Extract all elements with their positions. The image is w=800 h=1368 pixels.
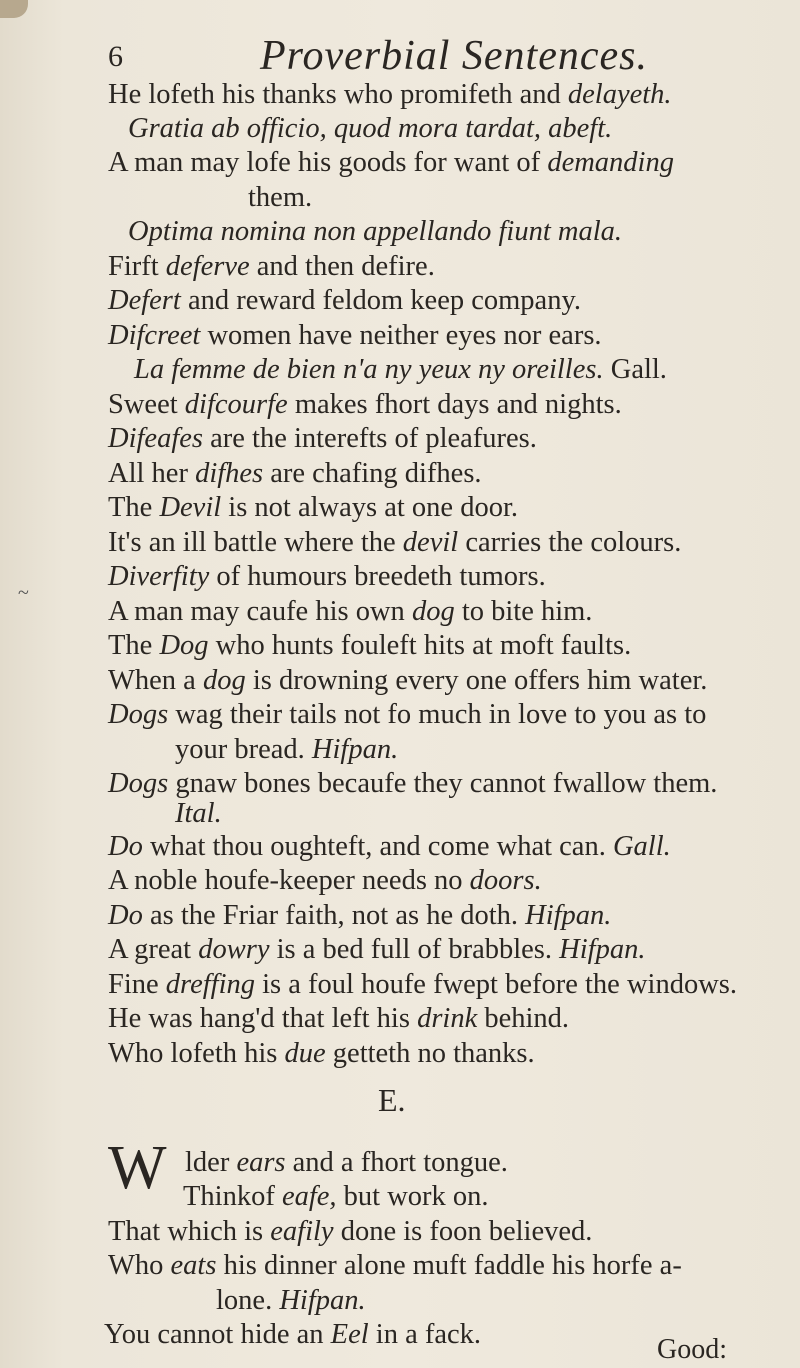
text-line xyxy=(134,353,667,387)
roman-text: is a bed full of brabbles. xyxy=(269,934,560,965)
roman-text: That which is xyxy=(108,1216,271,1247)
text-line xyxy=(108,146,674,180)
italic-text: difcourfe xyxy=(184,389,288,420)
text-line xyxy=(108,388,622,422)
italic-text: drink xyxy=(417,1003,478,1034)
text-line xyxy=(108,664,707,698)
text-line xyxy=(108,933,645,967)
italic-text: delayeth. xyxy=(567,79,672,110)
italic-text: Defert xyxy=(108,285,181,316)
roman-text: them. xyxy=(248,182,313,213)
italic-text: dog xyxy=(202,665,246,696)
roman-text: Fine xyxy=(108,969,166,1000)
roman-text: women have neither eyes nor ears. xyxy=(200,320,602,351)
italic-text: Ital. xyxy=(175,798,222,829)
italic-text: La femme de bien n'a ny yeux ny oreilles. xyxy=(134,354,604,385)
roman-text: in a fack. xyxy=(368,1319,482,1350)
roman-text: is drowning every one offers him water. xyxy=(245,665,708,696)
text-line xyxy=(108,830,671,864)
roman-text: what thou oughteft, and come what can. xyxy=(142,831,613,862)
italic-text: demanding xyxy=(547,147,674,178)
text-line xyxy=(108,595,592,629)
page-header xyxy=(108,20,758,80)
italic-text: Gratia ab officio, quod mora tardat, abeft. xyxy=(128,113,613,144)
text-line xyxy=(108,864,542,898)
roman-text: who hunts fouleft hits at moft faults. xyxy=(208,630,632,661)
text-line xyxy=(104,1318,481,1352)
catchword: Good: xyxy=(657,1334,727,1365)
roman-text: and reward feldom keep company. xyxy=(180,285,581,316)
italic-text: Optima nomina non appellando fiunt mala. xyxy=(128,216,622,247)
roman-text: are the interefts of pleafures. xyxy=(202,423,537,454)
italic-text: Do xyxy=(108,900,143,931)
text-line xyxy=(108,1037,535,1071)
roman-text: and then defire. xyxy=(249,251,435,282)
italic-text: Difcreet xyxy=(108,320,201,351)
text-line xyxy=(248,181,312,215)
roman-text: lder xyxy=(185,1147,237,1178)
roman-text: lone. xyxy=(216,1285,280,1316)
roman-text: but work on. xyxy=(336,1181,489,1212)
roman-text: is not always at one door. xyxy=(221,492,518,523)
italic-text: dog xyxy=(411,596,455,627)
roman-text: done is foon believed. xyxy=(333,1216,593,1247)
text-line xyxy=(108,1249,682,1283)
text-line xyxy=(175,733,398,767)
text-line xyxy=(108,698,706,732)
italic-text: dowry xyxy=(198,934,270,965)
page-number: 6 xyxy=(108,40,123,73)
text-line xyxy=(108,1002,569,1036)
roman-text: getteth no thanks. xyxy=(325,1038,535,1069)
roman-text: your bread. xyxy=(175,734,312,765)
roman-text: as the Friar faith, not as he doth. xyxy=(142,900,526,931)
text-line xyxy=(108,284,581,318)
text-line xyxy=(108,1215,592,1249)
italic-text: Dogs xyxy=(108,699,169,730)
roman-text: Gall. xyxy=(603,354,667,385)
margin-mark: ~ xyxy=(18,582,29,604)
text-line xyxy=(183,1180,489,1214)
text-line xyxy=(108,899,611,933)
roman-text: All her xyxy=(108,458,196,489)
italic-text: Devil xyxy=(159,492,222,523)
roman-text: Firft xyxy=(108,251,166,282)
roman-text: and a fhort tongue. xyxy=(285,1147,508,1178)
roman-text: A man may lofe his goods for want of xyxy=(108,147,548,178)
italic-text: Hifpan. xyxy=(311,734,399,765)
italic-text: doors. xyxy=(469,865,542,896)
roman-text: A noble houfe-keeper needs no xyxy=(108,865,470,896)
text-line xyxy=(108,526,681,560)
roman-text: The xyxy=(108,492,160,523)
roman-text: wag their tails not fo much in love to you as to xyxy=(168,699,707,730)
roman-text: are chafing difhes. xyxy=(263,458,482,489)
roman-text: to bite him. xyxy=(454,596,593,627)
italic-text: due xyxy=(284,1038,326,1069)
italic-text: Dogs xyxy=(108,768,169,799)
italic-text: Hifpan. xyxy=(279,1285,366,1316)
text-line xyxy=(128,215,622,249)
roman-text: Who xyxy=(108,1250,171,1281)
section-letter: E. xyxy=(378,1082,406,1118)
roman-text: The xyxy=(108,630,160,661)
roman-text: of humours breedeth tumors. xyxy=(209,561,546,592)
roman-text: He was hang'd that left his xyxy=(108,1003,418,1034)
italic-text: deferve xyxy=(165,251,250,282)
italic-text: devil xyxy=(402,527,459,558)
text-line xyxy=(108,491,518,525)
text-line xyxy=(216,1284,366,1318)
roman-text: He lofeth his thanks who promifeth and xyxy=(108,79,568,110)
italic-text: Hifpan. xyxy=(525,900,612,931)
italic-text: Hifpan. xyxy=(559,934,646,965)
text-line xyxy=(108,629,631,663)
italic-text: Eel xyxy=(330,1319,369,1350)
roman-text: Who lofeth his xyxy=(108,1038,285,1069)
roman-text: is a foul houfe fwept before the windows. xyxy=(255,969,737,1000)
roman-text: It's an ill battle where the xyxy=(108,527,403,558)
text-line xyxy=(128,112,612,146)
italic-text: difhes xyxy=(195,458,264,489)
italic-text: Gall. xyxy=(612,831,671,862)
text-line xyxy=(108,968,737,1002)
roman-text: Thinkof xyxy=(183,1181,282,1212)
text-line xyxy=(108,250,435,284)
page-corner-damage xyxy=(0,0,28,18)
italic-text: eats xyxy=(170,1250,217,1281)
text-line xyxy=(108,78,672,112)
italic-text: dreffing xyxy=(165,969,255,1000)
italic-text: Dog xyxy=(159,630,209,661)
roman-text: A man may caufe his own xyxy=(108,596,412,627)
text-line xyxy=(108,457,482,491)
italic-text: Do xyxy=(108,831,143,862)
text-line xyxy=(175,797,222,831)
roman-text: You cannot hide an xyxy=(104,1319,331,1350)
roman-text: his dinner alone muft faddle his horfe a- xyxy=(216,1250,682,1281)
text-line xyxy=(108,422,537,456)
roman-text: behind. xyxy=(477,1003,570,1034)
roman-text: Sweet xyxy=(108,389,185,420)
roman-text: A great xyxy=(108,934,199,965)
roman-text: gnaw bones becaufe they cannot fwallow them. xyxy=(168,768,718,799)
text-line xyxy=(108,767,717,801)
roman-text: makes fhort days and nights. xyxy=(287,389,622,420)
italic-text: Difeafes xyxy=(108,423,203,454)
text-line xyxy=(185,1146,508,1180)
italic-text: ears xyxy=(236,1147,286,1178)
italic-text: eafe, xyxy=(281,1181,337,1212)
text-line xyxy=(108,560,546,594)
text-line xyxy=(108,319,602,353)
drop-cap: W xyxy=(108,1134,167,1202)
roman-text: When a xyxy=(108,665,203,696)
running-title: Proverbial Sentences. xyxy=(260,33,648,79)
roman-text: carries the colours. xyxy=(458,527,682,558)
italic-text: Diverfity xyxy=(108,561,210,592)
italic-text: eafily xyxy=(270,1216,334,1247)
